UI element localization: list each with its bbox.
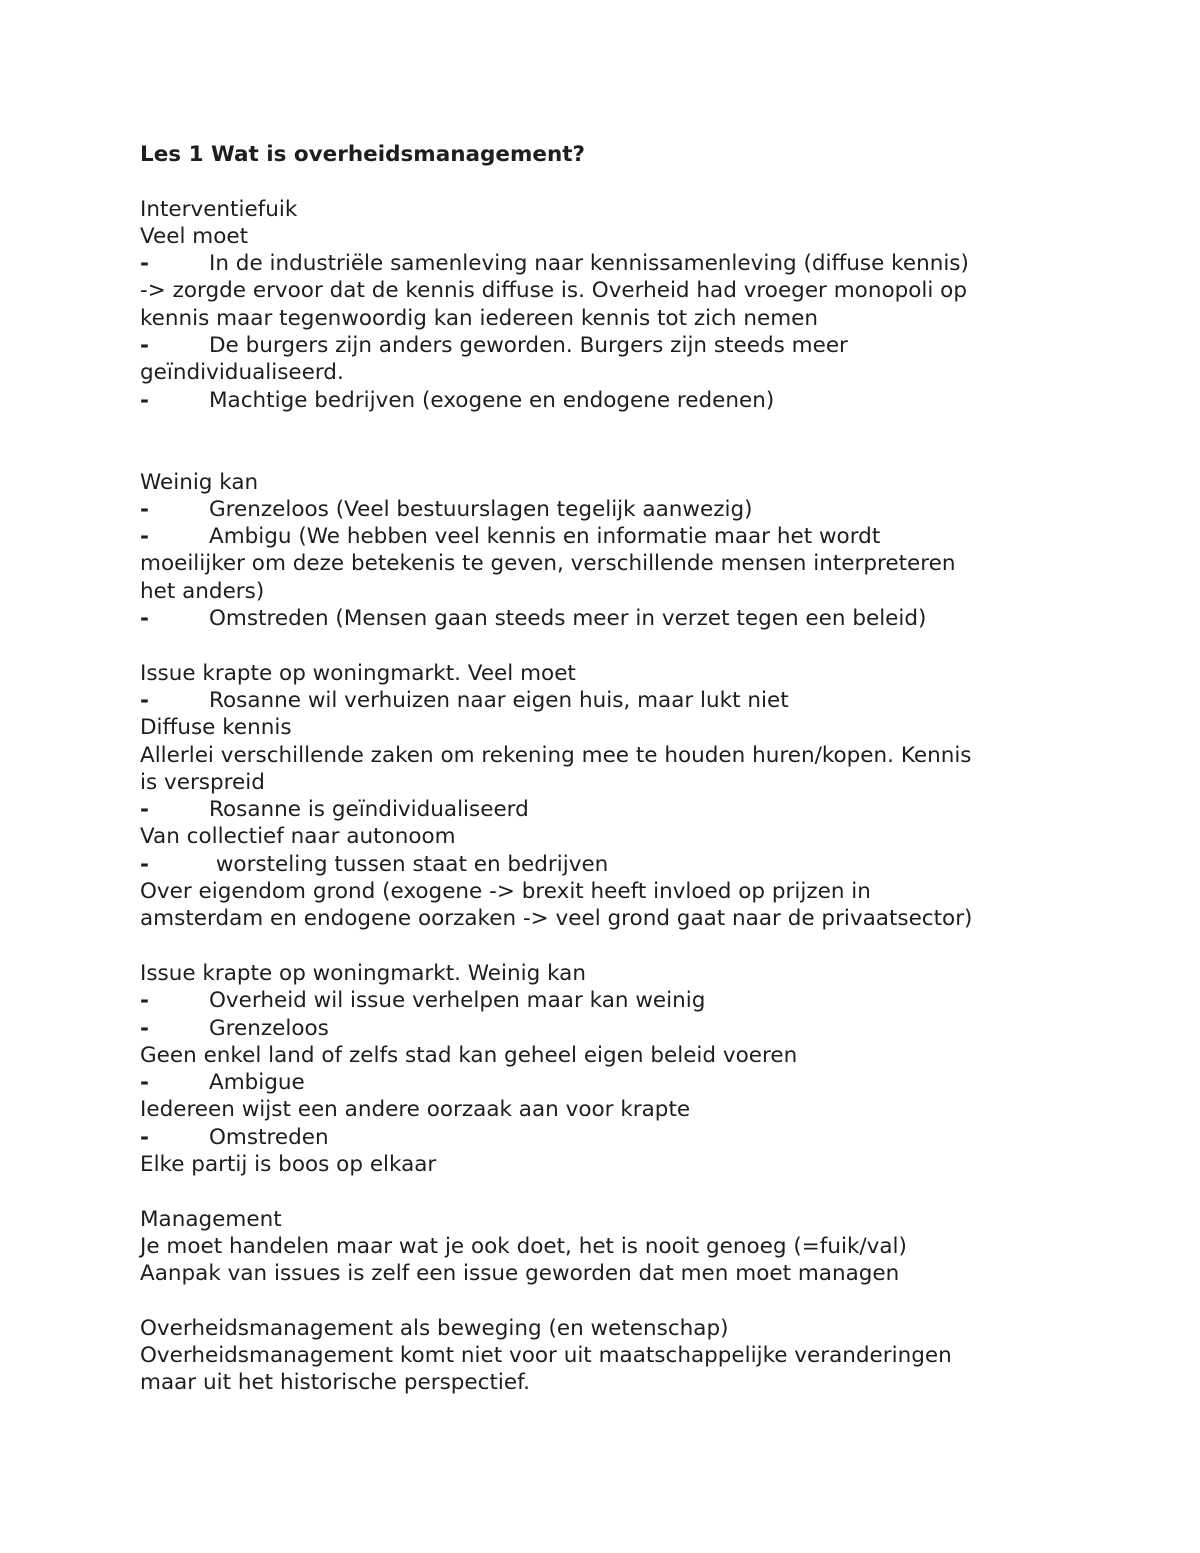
- bullet-text: worsteling tussen staat en bedrijven: [209, 851, 609, 877]
- document-title: Les 1 Wat is overheidsmanagement?: [140, 142, 586, 167]
- text-line: geïndividualiseerd.: [140, 360, 344, 386]
- bullet-dash: -: [140, 1124, 149, 1150]
- text-line: Aanpak van issues is zelf een issue geworden dat men moet managen: [140, 1261, 900, 1287]
- bullet-text: In de industriële samenleving naar kennissamenleving (diffuse kennis): [209, 251, 969, 277]
- text-line: Je moet handelen maar wat je ook doet, het is nooit genoeg (=fuik/val): [140, 1233, 907, 1259]
- text-line: is verspreid: [140, 769, 265, 795]
- bullet-dash: -: [140, 1070, 149, 1096]
- bullet-item: [140, 1124, 1100, 1151]
- bullet-text: Ambigu (We hebben veel kennis en informatie maar het wordt: [209, 524, 881, 550]
- bullet-text: Grenzeloos: [209, 1015, 329, 1041]
- bullet-item: [140, 387, 1100, 414]
- text-line: Weinig kan: [140, 469, 259, 495]
- text-line: Allerlei verschillende zaken om rekening mee te houden huren/kopen. Kennis: [140, 742, 972, 768]
- bullet-item: [140, 851, 1100, 878]
- bullet-text: Omstreden: [209, 1124, 329, 1150]
- bullet-text: Omstreden (Mensen gaan steeds meer in verzet tegen een beleid): [209, 606, 927, 632]
- blank-line: [140, 168, 1100, 195]
- blank-line: [140, 414, 1100, 441]
- text-line: Overheidsmanagement komt niet voor uit maatschappelijke veranderingen: [140, 1343, 952, 1369]
- bullet-dash: -: [140, 496, 149, 522]
- blank-line: [140, 441, 1100, 468]
- bullet-item: [140, 250, 1100, 277]
- bullet-item: [140, 496, 1100, 523]
- bullet-text: Machtige bedrijven (exogene en endogene redenen): [209, 387, 775, 413]
- text-line: amsterdam en endogene oorzaken -> veel grond gaat naar de privaatsector): [140, 906, 973, 932]
- bullet-dash: -: [140, 333, 149, 359]
- bullet-text: Grenzeloos (Veel bestuurslagen tegelijk aanwezig): [209, 496, 753, 522]
- bullet-dash: -: [140, 797, 149, 823]
- text-line: kennis maar tegenwoordig kan iedereen kennis tot zich nemen: [140, 305, 819, 331]
- bullet-text: De burgers zijn anders geworden. Burgers zijn steeds meer: [209, 333, 848, 359]
- text-line: het anders): [140, 578, 265, 604]
- text-line: Issue krapte op woningmarkt. Weinig kan: [140, 960, 586, 986]
- text-line: Issue krapte op woningmarkt. Veel moet: [140, 660, 576, 686]
- bullet-item: [140, 1069, 1100, 1096]
- bullet-item: [140, 687, 1100, 714]
- bullet-dash: -: [140, 606, 149, 632]
- text-line: Management: [140, 1206, 282, 1232]
- document-body: [140, 168, 1100, 1396]
- bullet-dash: -: [140, 251, 149, 277]
- bullet-item: [140, 1015, 1100, 1042]
- text-line: Iedereen wijst een andere oorzaak aan voor krapte: [140, 1097, 691, 1123]
- text-line: Van collectief naar autonoom: [140, 824, 456, 850]
- text-line: Over eigendom grond (exogene -> brexit heeft invloed op prijzen in: [140, 879, 871, 905]
- document-page: [140, 141, 1100, 1397]
- text-line: maar uit het historische perspectief.: [140, 1370, 530, 1396]
- bullet-text: Rosanne wil verhuizen naar eigen huis, maar lukt niet: [209, 687, 789, 713]
- text-line: Elke partij is boos op elkaar: [140, 1151, 437, 1177]
- bullet-item: [140, 605, 1100, 632]
- text-line: Overheidsmanagement als beweging (en wetenschap): [140, 1315, 729, 1341]
- bullet-item: [140, 796, 1100, 823]
- bullet-dash: -: [140, 387, 149, 413]
- text-line: Veel moet: [140, 223, 249, 249]
- bullet-item: [140, 332, 1100, 359]
- blank-line: [140, 1178, 1100, 1205]
- bullet-item: [140, 523, 1100, 550]
- bullet-dash: -: [140, 524, 149, 550]
- bullet-dash: -: [140, 851, 149, 877]
- bullet-dash: -: [140, 687, 149, 713]
- bullet-text: Overheid wil issue verhelpen maar kan weinig: [209, 988, 706, 1014]
- bullet-dash: -: [140, 1015, 149, 1041]
- blank-line: [140, 933, 1100, 960]
- bullet-item: [140, 987, 1100, 1014]
- text-line: Geen enkel land of zelfs stad kan geheel eigen beleid voeren: [140, 1042, 798, 1068]
- blank-line: [140, 1287, 1100, 1314]
- text-line: -> zorgde ervoor dat de kennis diffuse is. Overheid had vroeger monopoli op: [140, 278, 967, 304]
- bullet-dash: -: [140, 988, 149, 1014]
- text-line: Diffuse kennis: [140, 715, 292, 741]
- text-line: moeilijker om deze betekenis te geven, verschillende mensen interpreteren: [140, 551, 956, 577]
- blank-line: [140, 632, 1100, 659]
- text-line: Interventiefuik: [140, 196, 298, 222]
- bullet-text: Rosanne is geïndividualiseerd: [209, 797, 529, 823]
- bullet-text: Ambigue: [209, 1070, 305, 1096]
